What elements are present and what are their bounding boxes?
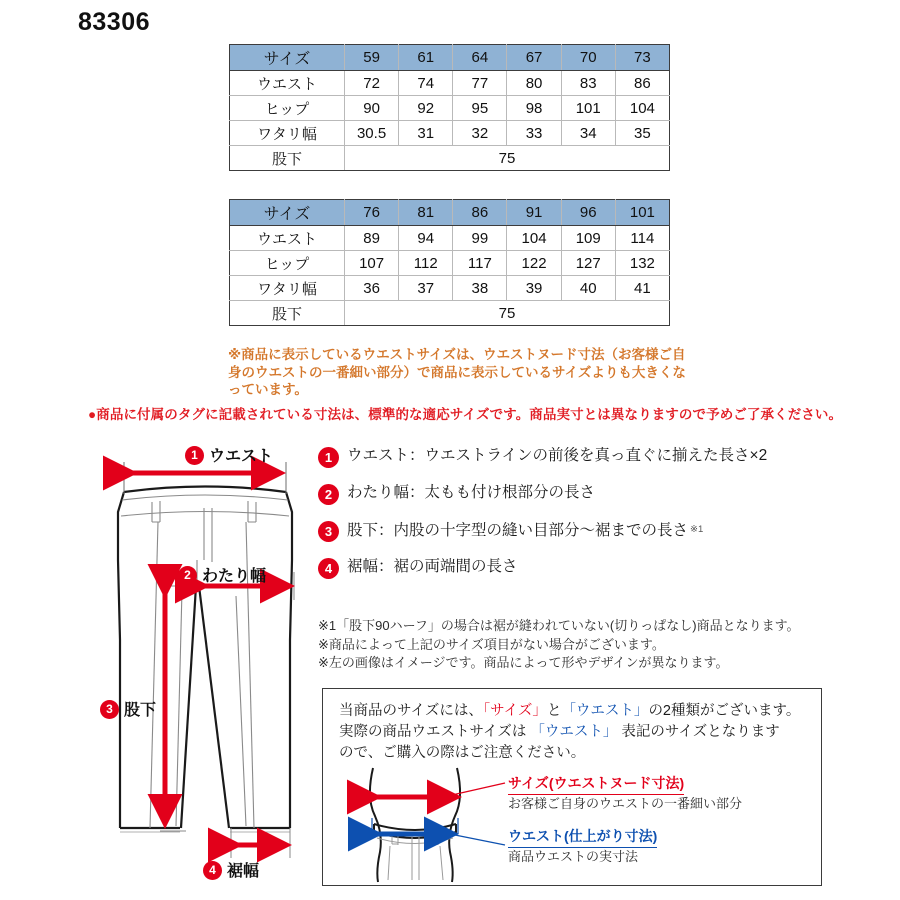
callout-blue-sub: 商品ウエストの実寸法 (508, 849, 639, 864)
diagram-label-text: 裾幅 (227, 863, 260, 880)
diagram-label-text: わたり幅 (202, 568, 267, 585)
table-row-label: ヒップ (230, 96, 345, 121)
table-cell: 107 (345, 251, 399, 276)
definition-footnote-marker: ※1 (690, 524, 704, 535)
pants-illustration (118, 487, 292, 829)
diagram-label-watari (178, 563, 266, 586)
waist-size-note: ※商品に表示しているウエストサイズは、ウエストヌード寸法（お客様ご自身のウエストの一番細い部分）で商品に表示しているサイズよりも大きくなっています。 (228, 347, 686, 397)
table-cell: 122 (507, 251, 561, 276)
number-badge-4-icon: 4 (203, 861, 222, 880)
table-header-cell: 67 (507, 45, 561, 71)
table-header-cell: 70 (561, 45, 615, 71)
footnote-item: ※商品によって上記のサイズ項目がない場合がございます。 (318, 636, 665, 652)
definition-text-main: 股下：内股の十字型の縫い目部分〜裾までの長さ (347, 522, 689, 539)
table-row (230, 71, 670, 96)
definition-text: わたり幅：太もも付け根部分の長さ (347, 484, 596, 501)
table-cell: 72 (345, 71, 399, 96)
table-cell: 37 (399, 276, 453, 301)
diagram-label-inseam (100, 697, 156, 720)
pants-detail-lines (120, 495, 290, 832)
info-line1-blue: 「ウエスト」 (561, 703, 649, 719)
table-cell: 74 (399, 71, 453, 96)
callout-red-sub: お客様ご自身のウエストの一番細い部分 (508, 796, 743, 811)
info-line1-c: の2種類がございます。 (648, 703, 801, 719)
number-badge-2-icon: 2 (318, 484, 339, 505)
table-cell: 94 (399, 226, 453, 251)
table-header-cell: サイズ (230, 45, 345, 71)
diagram-label-text: 股下 (124, 702, 157, 719)
table-cell: 33 (507, 121, 561, 146)
table-cell: 114 (615, 226, 669, 251)
table-cell: 39 (507, 276, 561, 301)
info-box-text (339, 701, 809, 764)
table-row (230, 226, 670, 251)
info-line1-a: 当商品のサイズには、 (339, 703, 483, 719)
footnote-item: ※左の画像はイメージです。商品によって形やデザインが異なります。 (318, 655, 729, 670)
table-row (230, 146, 670, 171)
table-header-cell: 64 (453, 45, 507, 71)
diagram-label-waist (185, 443, 273, 466)
hem-measure-guides (231, 828, 290, 858)
measurement-definition-list (318, 446, 838, 594)
definition-text: 裾幅：裾の両端間の長さ (347, 558, 518, 575)
table-header-cell: 76 (345, 200, 399, 226)
info-line1-red: 「サイズ」 (482, 703, 547, 719)
waist-measure-guides (124, 462, 286, 494)
table-row-label: 股下 (230, 301, 345, 326)
table-cell: 117 (453, 251, 507, 276)
table-header-cell: 101 (615, 200, 669, 226)
table-cell: 132 (615, 251, 669, 276)
table-cell: 83 (561, 71, 615, 96)
table-cell: 92 (399, 96, 453, 121)
number-badge-3-icon: 3 (100, 700, 119, 719)
table-cell: 80 (507, 71, 561, 96)
table-row-label: ウエスト (230, 226, 345, 251)
definition-item-1 (318, 446, 838, 468)
table-cell: 41 (615, 276, 669, 301)
table-cell: 31 (399, 121, 453, 146)
table-cell-span: 75 (345, 146, 670, 171)
table-cell: 101 (561, 96, 615, 121)
table-cell: 99 (453, 226, 507, 251)
footnote-item: ※1「股下90ハーフ」の場合は裾が縫われていない(切りっぱなし)商品となります。 (318, 618, 800, 633)
footnote-list (318, 617, 828, 673)
number-badge-2-icon: 2 (178, 566, 197, 585)
table-row (230, 301, 670, 326)
table-row-label: ウエスト (230, 71, 345, 96)
table-row (230, 96, 670, 121)
table-row-label: ヒップ (230, 251, 345, 276)
table-cell: 104 (507, 226, 561, 251)
table-header-cell: 96 (561, 200, 615, 226)
definition-text: ウエスト：ウエストラインの前後を真っ直ぐに揃えた長さ×2 (347, 447, 768, 464)
table-cell: 112 (399, 251, 453, 276)
table-cell: 34 (561, 121, 615, 146)
table-header-cell: 81 (399, 200, 453, 226)
table-cell: 32 (453, 121, 507, 146)
table-cell: 104 (615, 96, 669, 121)
table-header-cell: 91 (507, 200, 561, 226)
callout-blue-title: ウエスト(仕上がり寸法) (508, 826, 657, 848)
tag-size-warning: ●商品に付属のタグに記載されている寸法は、標準的な適応サイズです。商品実寸とは異なりますので予めご了承ください。 (88, 407, 843, 422)
size-table-large (229, 199, 670, 326)
info-line2-blue: 「ウエスト」 (530, 724, 618, 740)
number-badge-3-icon: 3 (318, 521, 339, 542)
table-cell: 90 (345, 96, 399, 121)
table-header-cell: 86 (453, 200, 507, 226)
info-line2-a: 実際の商品ウエストサイズは (339, 724, 531, 740)
number-badge-4-icon: 4 (318, 558, 339, 579)
table-cell: 30.5 (345, 121, 399, 146)
table-header-cell: サイズ (230, 200, 345, 226)
info-line1-b: と (546, 703, 562, 719)
page-title: 83306 (78, 8, 151, 36)
table-row (230, 121, 670, 146)
definition-item-4 (318, 557, 838, 579)
number-badge-1-icon: 1 (318, 447, 339, 468)
definition-text (347, 520, 703, 541)
table-cell: 38 (453, 276, 507, 301)
table-header-cell: 59 (345, 45, 399, 71)
definition-item-3 (318, 520, 838, 542)
table-cell-span: 75 (345, 301, 670, 326)
table-cell: 95 (453, 96, 507, 121)
table-cell: 36 (345, 276, 399, 301)
table-cell: 109 (561, 226, 615, 251)
table-cell: 98 (507, 96, 561, 121)
table-row (230, 251, 670, 276)
diagram-label-hem (203, 858, 259, 881)
size-table-small (229, 44, 670, 171)
table-header-row (230, 45, 670, 71)
diagram-label-text: ウエスト (209, 448, 274, 465)
callout-red-title: サイズ(ウエストヌード寸法) (508, 773, 684, 795)
table-row-label: 股下 (230, 146, 345, 171)
table-row (230, 276, 670, 301)
table-header-cell: 61 (399, 45, 453, 71)
table-cell: 89 (345, 226, 399, 251)
table-header-cell: 73 (615, 45, 669, 71)
table-cell: 40 (561, 276, 615, 301)
table-cell: 35 (615, 121, 669, 146)
number-badge-1-icon: 1 (185, 446, 204, 465)
definition-item-2 (318, 483, 838, 505)
table-row-label: ワタリ幅 (230, 276, 345, 301)
info-line2-b: 表記のサイズとなります (617, 724, 780, 740)
info-line3: ので、ご購入の際はご注意ください。 (339, 745, 586, 761)
table-row-label: ワタリ幅 (230, 121, 345, 146)
table-cell: 86 (615, 71, 669, 96)
table-cell: 77 (453, 71, 507, 96)
table-cell: 127 (561, 251, 615, 276)
table-header-row (230, 200, 670, 226)
